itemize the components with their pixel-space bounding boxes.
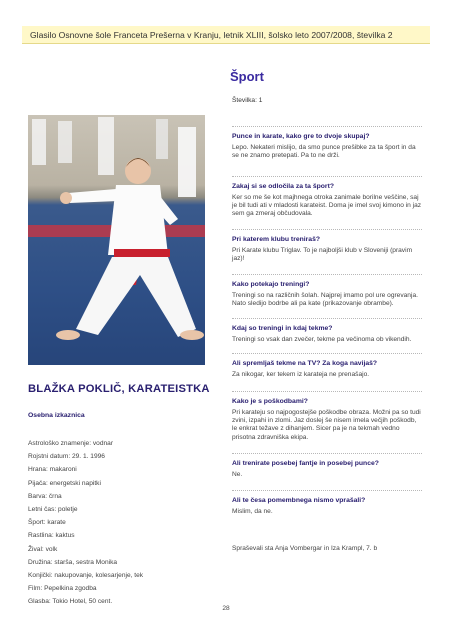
question: Pri katerem klubu treniraš? xyxy=(232,236,321,243)
karate-illustration xyxy=(28,115,205,365)
divider xyxy=(232,229,422,230)
qa-block xyxy=(232,229,422,263)
fact-item: Barva: črna xyxy=(28,492,62,500)
fact-item: Astrološko znamenje: vodnar xyxy=(28,440,114,447)
answer: Pri karateju so najpogostejše poškodbe obraza. Možni pa so tudi zvini, izpahi in zlomi. Jaz doslej še nisem imela večjih poškodb, le enkrat težave z dihanjem. Sicer pa je na tekmah vedno prisotna zdravniška ekipa. xyxy=(232,409,421,441)
divider xyxy=(232,490,422,491)
qa-block xyxy=(232,126,422,160)
answer: Za nikogar, ker tekem iz karateja ne prenašajo. xyxy=(232,371,370,378)
answer: Ne. xyxy=(232,471,243,478)
answer: Ker so me še kot majhnega otroka zanimale borilne veščine, saj je bil tudi ati v mladosti karateist. Doma je imel svoj kimono in jaz sem ga zmeraj občudovala. xyxy=(232,194,422,218)
divider xyxy=(232,353,422,354)
fact-item: Hrana: makaroni xyxy=(28,466,77,474)
divider xyxy=(232,391,422,392)
qa-block xyxy=(232,176,422,219)
fact-item: Družina: starša, sestra Monika xyxy=(28,558,118,566)
answer: Treningi so na različnih šolah. Najprej imamo pol ure ogrevanja. Nato sledijo bodrbe ali pa kate (prikazovanje obrambe). xyxy=(232,292,418,308)
id-card-title: Osebna izkaznica xyxy=(28,412,85,419)
divider xyxy=(232,176,422,177)
fact-item: Šport: karate xyxy=(28,519,66,527)
question: Kdaj so treningi in kdaj tekme? xyxy=(232,325,333,332)
question: Ali te česa pomembnega nismo vprašali? xyxy=(232,497,366,504)
fact-item: Pijača: energetski napitki xyxy=(28,479,101,487)
qa-block xyxy=(232,318,422,344)
answer: Pri Karate klubu Triglav. To je najboljši klub v Sloveniji (pravim jaz)! xyxy=(232,247,413,263)
answer: Mislim, da ne. xyxy=(232,508,273,515)
fact-item: Letni čas: poletje xyxy=(28,505,78,513)
divider xyxy=(232,318,422,319)
fact-item: Rastlina: kaktus xyxy=(28,532,75,540)
question: Ali trenirate posebej fantje in posebej punce? xyxy=(232,460,379,467)
page-number: 28 xyxy=(222,605,230,612)
question: Punce in karate, kako gre to dvoje skupaj? xyxy=(232,133,370,140)
header-text: Glasilo Osnovne šole Franceta Prešerna v Kranju, letnik XLIII, šolsko leto 2007/2008, številka 2 xyxy=(30,30,393,40)
qa-block xyxy=(232,490,422,516)
interviewers-signature: Spraševali sta Anja Vombergar in Iza Krampl, 7. b xyxy=(232,545,378,552)
question: Kako je s poškodbami? xyxy=(232,398,308,405)
question: Ali spremljaš tekme na TV? Za koga navijaš? xyxy=(232,360,378,367)
fact-item: Rojstni datum: 29. 1. 1996 xyxy=(28,453,105,461)
profile-name: BLAŽKA POKLIČ, KARATEISTKA xyxy=(28,383,210,395)
qa-block xyxy=(232,274,422,308)
answer: Treningi so vsak dan zvečer, tekme pa večinoma ob vikendih. xyxy=(232,336,412,343)
qa-block xyxy=(232,453,422,479)
fact-item: Glasba: Tokio Hotel, 50 cent. xyxy=(28,598,113,606)
section-title: Šport xyxy=(230,69,264,84)
fact-item: Film: Pepelkina zgodba xyxy=(28,585,97,593)
divider xyxy=(232,126,422,127)
issue-number: Številka: 1 xyxy=(232,97,263,104)
fact-item: Žival: volk xyxy=(28,545,58,553)
qa-block xyxy=(232,391,422,442)
question: Zakaj si se odločila za ta šport? xyxy=(232,183,334,190)
fact-item: Konjički: nakupovanje, kolesarjenje, tek xyxy=(28,571,144,579)
newsletter-header xyxy=(22,26,430,44)
karate-photo xyxy=(28,115,205,365)
question: Kako potekajo treningi? xyxy=(232,281,310,288)
id-card-facts xyxy=(28,437,208,608)
divider xyxy=(232,453,422,454)
answer: Lepo. Nekateri mislijo, da smo punce prešibke za ta šport in da se ne znamo pretepati. Pa to ne drži. xyxy=(232,144,416,160)
divider xyxy=(232,274,422,275)
qa-block xyxy=(232,353,422,379)
